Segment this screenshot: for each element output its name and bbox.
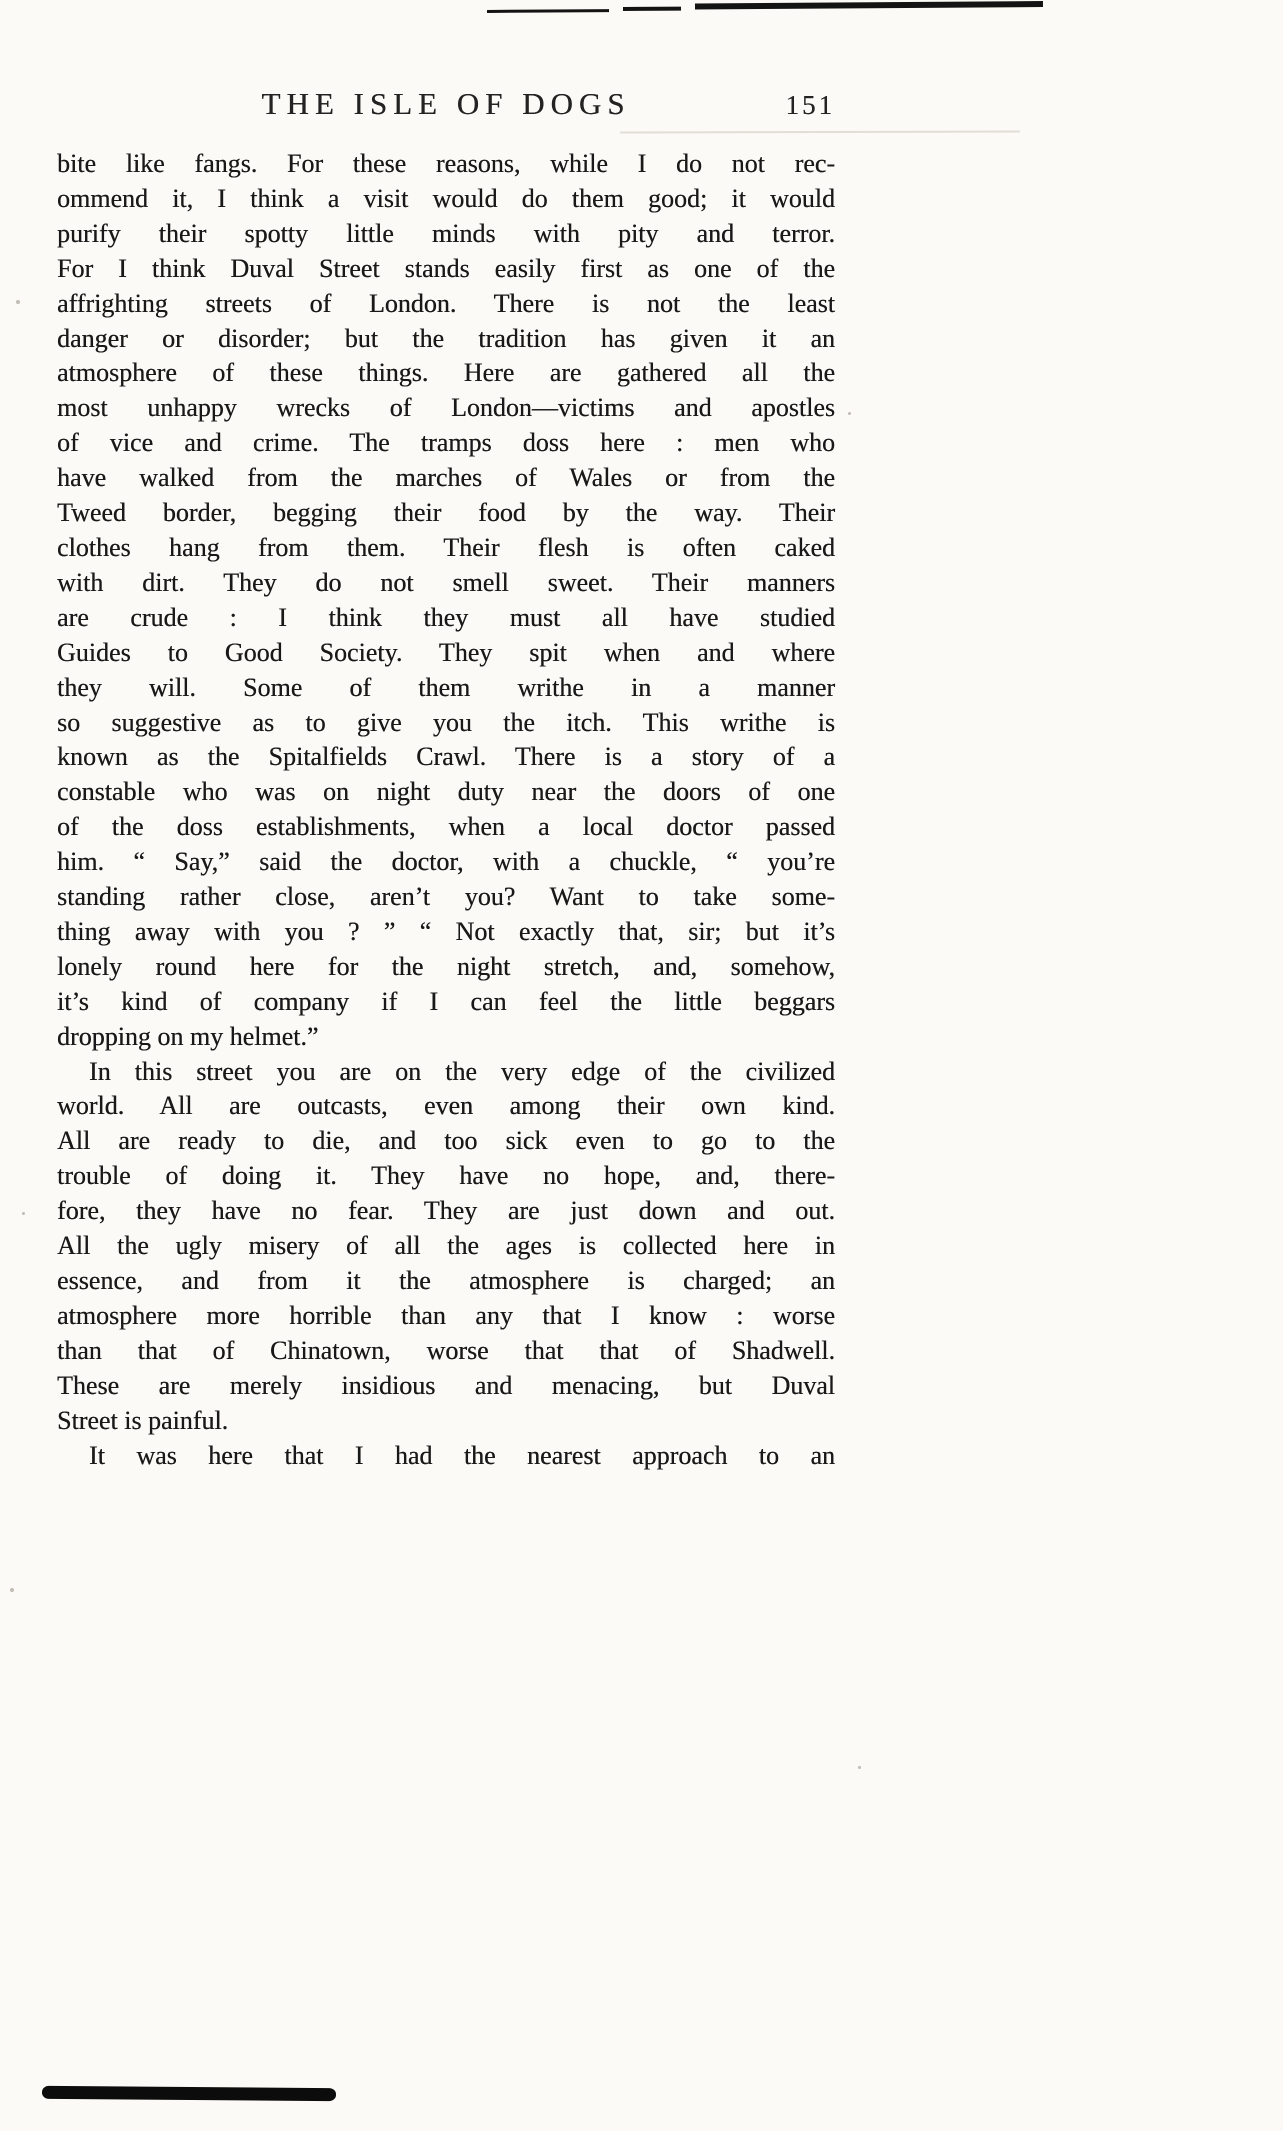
text-line: All the ugly misery of all the ages is collected here in — [57, 1231, 835, 1261]
text-line: of vice and crime. The tramps doss here : men who — [57, 428, 835, 458]
text-line: danger or disorder; but the tradition has given it an — [57, 323, 835, 353]
text-line: clothes hang from them. Their flesh is often caked — [57, 532, 835, 562]
text-line: known as the Spitalfields Crawl. There is a story of a — [57, 742, 835, 772]
page-title: THE ISLE OF DOGS — [261, 86, 631, 121]
text-line: standing rather close, aren’t you? Want to take some- — [57, 882, 835, 912]
scan-speck — [16, 300, 20, 304]
text-line: These are merely insidious and menacing, but Duval — [57, 1370, 835, 1400]
text-line: dropping on my helmet.” — [57, 1021, 319, 1051]
text-line: than that of Chinatown, worse that that of Shadwell. — [57, 1335, 835, 1365]
text-line: purify their spotty little minds with pity and terror. — [57, 218, 835, 248]
text-line: lonely round here for the night stretch, and, somehow, — [57, 951, 835, 981]
scan-artifact-bottom-mark — [42, 2086, 336, 2101]
text-line: with dirt. They do not smell sweet. Their manners — [57, 567, 835, 597]
text-line: trouble of doing it. They have no hope, and, there- — [57, 1161, 835, 1191]
scan-speck — [22, 1212, 25, 1215]
text-line: thing away with you ? ” “ Not exactly that, sir; but it’s — [57, 916, 835, 946]
text-line: essence, and from it the atmosphere is charged; an — [57, 1266, 835, 1295]
text-line: are crude : I think they must all have studied — [57, 602, 835, 632]
text-line: they will. Some of them writhe in a manner — [57, 672, 835, 702]
scan-speck — [10, 1588, 14, 1592]
scan-artifact-header-rule — [620, 130, 1020, 133]
text-line: Guides to Good Society. They spit when and where — [57, 637, 835, 667]
body-text — [57, 147, 835, 1473]
text-line: atmosphere of these things. Here are gathered all the — [57, 358, 835, 388]
text-line: most unhappy wrecks of London—victims and apostles — [57, 393, 835, 423]
text-line: have walked from the marches of Wales or from the — [57, 463, 835, 493]
text-line: For I think Duval Street stands easily first as one of the — [57, 253, 835, 283]
scan-speck — [858, 1766, 861, 1769]
text-line: In this street you are on the very edge of the civilized — [89, 1056, 835, 1086]
text-line: affrighting streets of London. There is not the least — [57, 288, 835, 318]
text-line: him. “ Say,” said the doctor, with a chuckle, “ you’re — [57, 847, 835, 877]
text-line: It was here that I had the nearest approach to an — [89, 1440, 835, 1470]
text-line: it’s kind of company if I can feel the little beggars — [57, 986, 835, 1016]
text-line: Tweed border, begging their food by the way. Their — [57, 498, 835, 528]
text-line: world. All are outcasts, even among their own kind. — [57, 1091, 835, 1121]
text-line: constable who was on night duty near the doors of one — [57, 777, 835, 807]
text-line: so suggestive as to give you the itch. This writhe is — [57, 707, 835, 737]
text-line: All are ready to die, and too sick even to go to the — [57, 1126, 835, 1156]
scan-artifact-top-edge — [487, 0, 1043, 14]
page-header — [57, 86, 835, 130]
page-number: 151 — [785, 90, 835, 120]
text-line: atmosphere more horrible than any that I know : worse — [57, 1300, 835, 1330]
scan-speck — [848, 412, 851, 415]
text-line: of the doss establishments, when a local doctor passed — [57, 812, 835, 842]
text-line: fore, they have no fear. They are just down and out. — [57, 1196, 835, 1226]
text-line: Street is painful. — [57, 1405, 229, 1435]
text-line: bite like fangs. For these reasons, while I do not rec- — [57, 149, 835, 178]
text-line: ommend it, I think a visit would do them good; it would — [57, 183, 835, 213]
